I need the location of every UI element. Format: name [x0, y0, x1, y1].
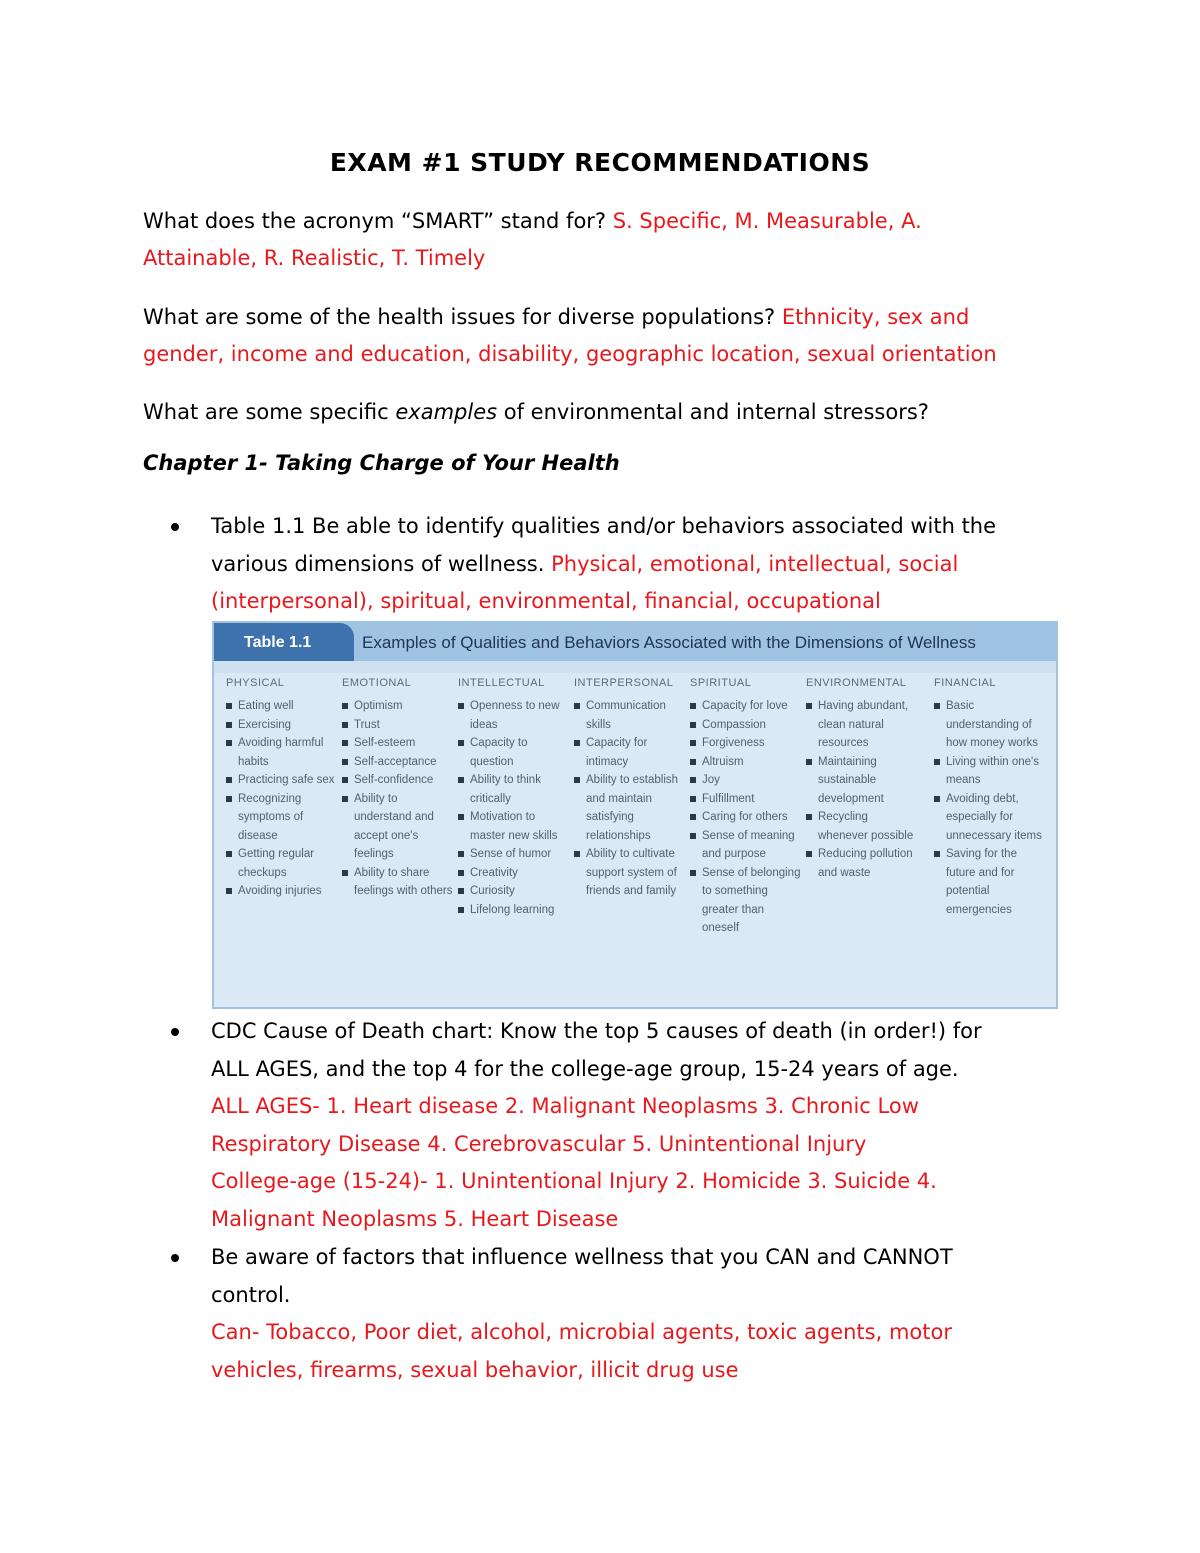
- table-list-item: Self-acceptance: [338, 753, 456, 772]
- table-column-header: INTELLECTUAL: [458, 677, 545, 689]
- table-column-header: SPIRITUAL: [690, 677, 752, 689]
- bullet1-line1: Table 1.1 Be able to identify qualities and/or behaviors associated with the: [211, 514, 997, 538]
- table-column-header: ENVIRONMENTAL: [806, 677, 907, 689]
- smart-question: [143, 203, 1063, 277]
- bullet3-answer-line2: vehicles, firearms, sexual behavior, illicit drug use: [211, 1357, 739, 1382]
- table-list-item: Motivation to master new skills: [454, 808, 572, 845]
- table-list-item: Self-esteem: [338, 734, 456, 753]
- table-list-item: Getting regular checkups: [222, 845, 340, 882]
- bullet-dot: [171, 1254, 179, 1262]
- bullet2-answer-line1: ALL AGES- 1. Heart disease 2. Malignant Neoplasms 3. Chronic Low: [211, 1094, 919, 1118]
- table-list-item: Ability to cultivate support system of friends and family: [570, 845, 688, 901]
- table-list-item: Basic understanding of how money works: [930, 697, 1048, 753]
- table-list-item: Living within one's means: [930, 753, 1048, 790]
- table-list-item: Ability to understand and accept one's feelings: [338, 790, 456, 864]
- table-column-list: [338, 697, 456, 901]
- table-list-item: Sense of meaning and purpose: [686, 827, 804, 864]
- stressors-text-after: of environmental and internal stressors?: [497, 400, 929, 424]
- table-list-item: Capacity for intimacy: [570, 734, 688, 771]
- bullet-wellness-factors: [211, 1239, 1061, 1389]
- bullet3-line1: Be aware of factors that influence wellness that you CAN and CANNOT: [211, 1245, 953, 1269]
- table-list-item: Trust: [338, 716, 456, 735]
- table-list-item: Ability to establish and maintain satisfying relationships: [570, 771, 688, 845]
- smart-question-text: What does the acronym “SMART” stand for?: [143, 209, 613, 233]
- table-column-header: EMOTIONAL: [342, 677, 412, 689]
- table-column: [570, 677, 688, 901]
- table-list-item: Eating well: [222, 697, 340, 716]
- bullet-table-1-1: [211, 508, 1061, 621]
- wellness-table-image: [212, 621, 1058, 1009]
- smart-answer-line1: S. Specific, M. Measurable, A.: [612, 209, 922, 233]
- table-list-item: Practicing safe sex: [222, 771, 340, 790]
- table-list-item: Communication skills: [570, 697, 688, 734]
- table-column: [686, 677, 804, 938]
- table-list-item: Maintaining sustainable development: [802, 753, 920, 809]
- bullet2-line1: CDC Cause of Death chart: Know the top 5 causes of death (in order!) for: [211, 1019, 982, 1043]
- table-list-item: Optimism: [338, 697, 456, 716]
- table-list-item: Avoiding harmful habits: [222, 734, 340, 771]
- bullet1-line3-answer: (interpersonal), spiritual, environmental, financial, occupational: [211, 589, 881, 613]
- table-column-header: INTERPERSONAL: [574, 677, 674, 689]
- bullet2-answer-line2: Respiratory Disease 4. Cerebrovascular 5. Unintentional Injury: [211, 1131, 867, 1156]
- bullet2-answer-line3: College-age (15-24)- 1. Unintentional Injury 2. Homicide 3. Suicide 4.: [211, 1169, 937, 1193]
- table-list-item: Ability to share feelings with others: [338, 864, 456, 901]
- table-column-list: [802, 697, 920, 882]
- diverse-answer-line2: gender, income and education, disability, geographic location, sexual orientation: [143, 342, 997, 366]
- table-column-header: PHYSICAL: [226, 677, 285, 689]
- bullet1-line2-answer: Physical, emotional, intellectual, social: [551, 551, 959, 576]
- table-list-item: Openness to new ideas: [454, 697, 572, 734]
- bullet1-line2-text: various dimensions of wellness.: [211, 551, 552, 576]
- table-column-list: [686, 697, 804, 938]
- stressors-text-before: What are some specific: [143, 400, 396, 424]
- table-column: [222, 677, 340, 901]
- table-list-item: Avoiding injuries: [222, 882, 340, 901]
- table-list-item: Compassion: [686, 716, 804, 735]
- table-list-item: Avoiding debt, especially for unnecessary items: [930, 790, 1048, 846]
- table-column: [454, 677, 572, 919]
- table-list-item: Exercising: [222, 716, 340, 735]
- page-title: EXAM #1 STUDY RECOMMENDATIONS: [329, 148, 871, 177]
- diverse-populations-question: [143, 299, 1063, 373]
- table-list-item: Fulfillment: [686, 790, 804, 809]
- diverse-question-text: What are some of the health issues for diverse populations?: [143, 305, 782, 329]
- table-column: [338, 677, 456, 901]
- bullet-dot: [171, 1028, 179, 1036]
- table-column-header: FINANCIAL: [934, 677, 996, 689]
- table-list-item: Sense of humor: [454, 845, 572, 864]
- table-list-item: Forgiveness: [686, 734, 804, 753]
- table-list-item: Having abundant, clean natural resources: [802, 697, 920, 753]
- stressors-question: [143, 394, 1063, 431]
- table-list-item: Recycling whenever possible: [802, 808, 920, 845]
- bullet2-line2: ALL AGES, and the top 4 for the college-age group, 15-24 years of age.: [211, 1056, 959, 1081]
- table-list-item: Reducing pollution and waste: [802, 845, 920, 882]
- chapter-heading: Chapter 1- Taking Charge of Your Health: [143, 451, 620, 475]
- bullet-cdc-causes-of-death: [211, 1013, 1061, 1238]
- table-column: [930, 677, 1048, 919]
- table-list-item: Capacity to question: [454, 734, 572, 771]
- smart-answer-line2: Attainable, R. Realistic, T. Timely: [143, 246, 486, 270]
- table-column-list: [222, 697, 340, 901]
- table-column-list: [570, 697, 688, 901]
- bullet3-answer-line1: Can- Tobacco, Poor diet, alcohol, microbial agents, toxic agents, motor: [211, 1320, 952, 1344]
- table-number-tab: Table 1.1: [214, 623, 354, 661]
- stressors-emphasis: examples: [395, 400, 498, 424]
- table-list-item: Altruism: [686, 753, 804, 772]
- table-list-item: Lifelong learning: [454, 901, 572, 920]
- table-list-item: Sense of belonging to something greater than oneself: [686, 864, 804, 938]
- table-list-item: Curiosity: [454, 882, 572, 901]
- table-caption: Examples of Qualities and Behaviors Associated with the Dimensions of Wellness: [362, 633, 976, 652]
- table-column-list: [930, 697, 1048, 919]
- table-list-item: Capacity for love: [686, 697, 804, 716]
- bullet3-line2: control.: [211, 1282, 291, 1307]
- table-column-list: [454, 697, 572, 919]
- table-list-item: Creativity: [454, 864, 572, 883]
- table-column: [802, 677, 920, 882]
- table-list-item: Self-confidence: [338, 771, 456, 790]
- table-list-item: Joy: [686, 771, 804, 790]
- bullet-dot: [171, 523, 179, 531]
- table-list-item: Caring for others: [686, 808, 804, 827]
- table-list-item: Ability to think critically: [454, 771, 572, 808]
- bullet2-answer-line4: Malignant Neoplasms 5. Heart Disease: [211, 1206, 619, 1231]
- table-inner-strip: [214, 661, 1056, 673]
- diverse-answer-line1: Ethnicity, sex and: [781, 305, 970, 329]
- table-list-item: Saving for the future and for potential emergencies: [930, 845, 1048, 919]
- table-list-item: Recognizing symptoms of disease: [222, 790, 340, 846]
